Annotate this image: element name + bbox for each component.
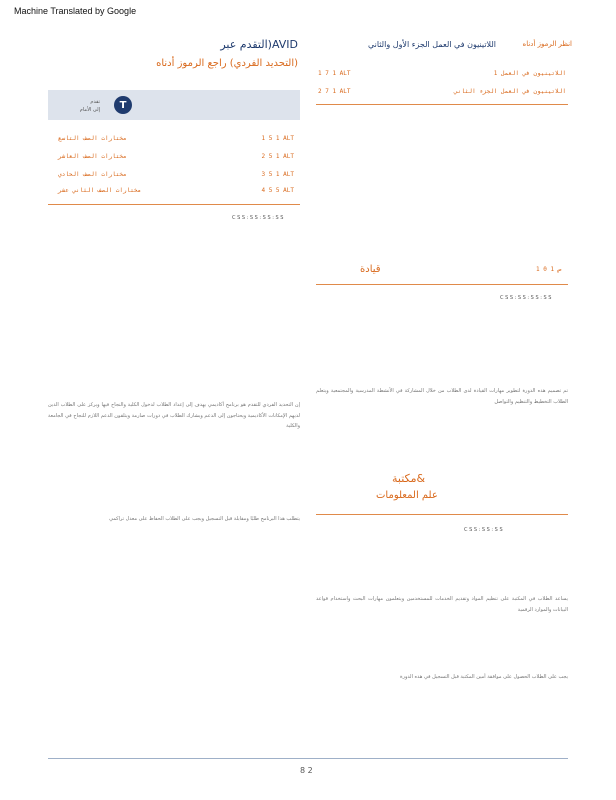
left-title-line2: (التحديد الفردي) راجع الرموز أدناه: [156, 58, 298, 69]
right-header-title: اللاتينيون في العمل الجزء الأول والثاني: [367, 40, 496, 49]
leadership-paragraph: تم تصميم هذه الدورة لتطوير مهارات القيادة لدى الطلاب من خلال المشاركة في الأنشطة المدرسية والمجتمعية ويتعلم الطلاب التخطيط والتنظيم والتواصل: [316, 388, 568, 405]
course-code: 2 5 1 ALT: [261, 153, 294, 160]
library-title-line2: علم المعلومات: [376, 490, 438, 501]
page-number: 8 2: [300, 766, 313, 775]
right-code-row: [318, 88, 566, 95]
right-code-row: [318, 70, 566, 77]
left-footnote: يتطلب هذا البرنامج طلبًا ومقابلة قبل التسجيل ويجب على الطلاب الحفاظ على معدل تراكمي: [109, 516, 300, 522]
logo-caption-2: إلى الأمام: [79, 107, 100, 113]
course-code: 1 5 1 ALT: [261, 135, 294, 142]
course-label: مختارات الصف الثاني عشر: [58, 187, 142, 194]
logo-caption-1: تقدم: [90, 99, 100, 105]
left-title-line1: AVID(التقدم عبر: [220, 38, 298, 51]
avid-logo-icon: T: [114, 96, 132, 114]
leadership-title: قيادة: [360, 264, 381, 275]
right-divider-3: [316, 514, 568, 515]
right-divider-2: [316, 284, 568, 285]
course-label: مختارات الصف الحادي: [58, 171, 127, 178]
course-label: اللاتينيون في العمل 1: [493, 70, 566, 77]
left-code-row: [58, 187, 294, 194]
right-divider-1: [316, 104, 568, 105]
leadership-code: ص 1 0 1: [536, 266, 562, 273]
library-title-line1: مكتبة&: [392, 472, 426, 485]
left-paragraph: إن التحديد الفردي للتقدم هو برنامج أكاديمي يهدف إلى إعداد الطلاب لدخول الكلية والنجاح فيها ويركز على الطلاب الذين لديهم الإمكانات الأكاديمية ويحتاجون إلى الدعم ويشارك الطلاب في دورات صارمة ويتلقون الدعم اللازم للنجاح في الجامعة والكلية: [48, 402, 300, 429]
course-code: 3 5 1 ALT: [261, 171, 294, 178]
left-code-row: [58, 171, 294, 178]
course-code: 4 5 5 ALT: [261, 187, 294, 194]
library-codes: C S S : S S : S S: [464, 527, 503, 533]
left-info-codes: C S S : S S : S S : S S: [232, 215, 284, 221]
machine-translation-banner: Machine Translated by Google: [14, 6, 137, 16]
left-code-row: [58, 153, 294, 160]
left-code-row: [58, 135, 294, 142]
left-divider: [48, 204, 300, 205]
library-paragraph: يساعد الطلاب في المكتبة على تنظيم المواد وتقديم الخدمات للمستخدمين ويتعلمون مهارات البحث واستخدام قواعد البيانات والموارد الرقمية: [316, 596, 568, 613]
footer-rule: [48, 758, 568, 759]
course-code: 2 7 1 ALT: [318, 88, 351, 95]
course-label: مختارات الصف التاسع: [58, 135, 127, 142]
course-code: 1 7 1 ALT: [318, 70, 351, 77]
library-note: يجب على الطلاب الحصول على موافقة أمين المكتبة قبل التسجيل في هذه الدورة: [399, 674, 568, 680]
leadership-codes: C S S : S S : S S : S S: [500, 295, 552, 301]
right-header-label: انظر الرموز أدناه: [522, 40, 572, 48]
course-label: اللاتينيون في العمل الجزء الثاني: [454, 88, 566, 95]
course-label: مختارات الصف العاشر: [58, 153, 127, 160]
